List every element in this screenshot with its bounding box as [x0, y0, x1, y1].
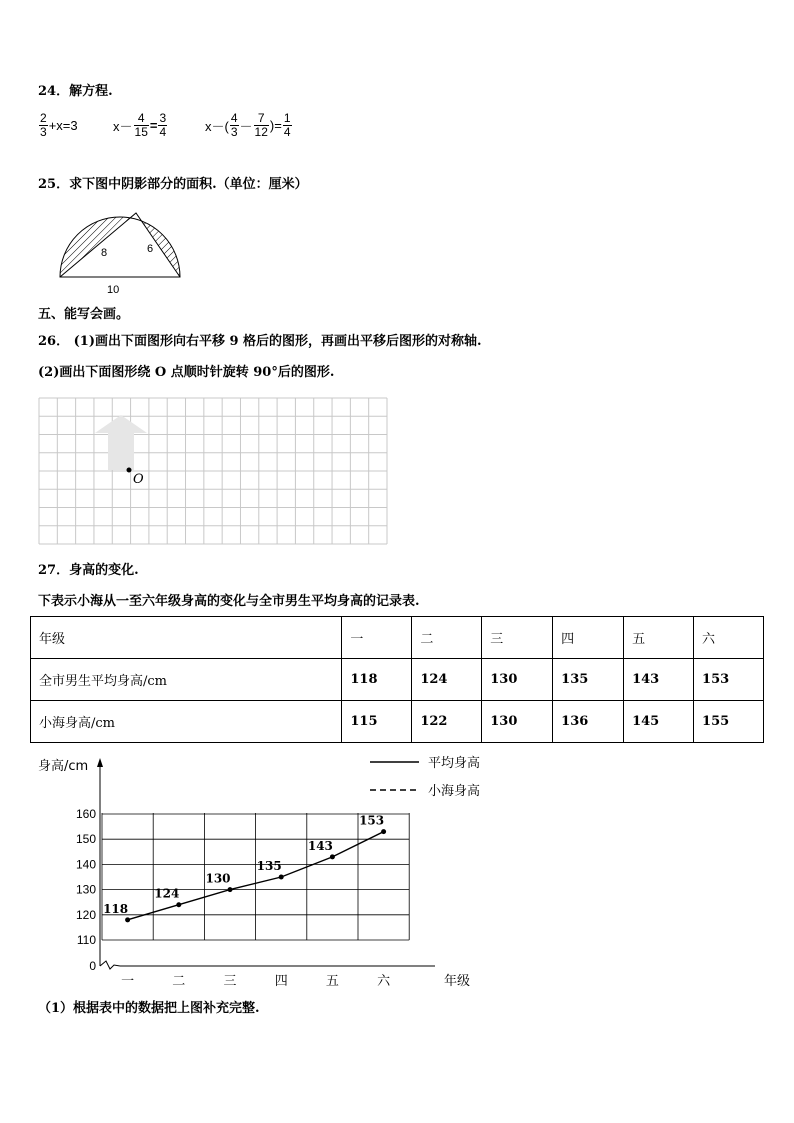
data-point [176, 902, 181, 907]
table-header-row [31, 617, 764, 659]
axis-break-mark [100, 961, 120, 969]
x-tick-label: 四 [274, 974, 288, 989]
table-row-label: 全市男生平均身高/cm [31, 659, 342, 701]
y-axis-label: 身高/cm [38, 759, 89, 774]
y-tick-label: 120 [75, 907, 96, 922]
table-header-cell: 六 [694, 617, 764, 659]
table-cell: 122 [412, 701, 482, 743]
q24-label: 24．解方程. [38, 84, 113, 99]
arrow-shape [95, 415, 147, 470]
x-tick-label: 三 [223, 974, 237, 989]
x-tick-label: 二 [172, 974, 186, 989]
table-cell: 143 [624, 659, 694, 701]
q26-line1: 26． (1)画出下面图形向右平移 9 格后的图形，再画出平移后图形的对称轴. [38, 334, 482, 349]
eq2-fraction-1 [134, 112, 149, 139]
legend-label: 平均身高 [428, 756, 481, 771]
data-label: 135 [256, 859, 282, 873]
eq3-num1: 4 [230, 111, 238, 125]
y-tick-label: 160 [75, 807, 96, 821]
eq2-den1: 15 [134, 125, 148, 139]
table-header-cell: 一 [342, 617, 412, 659]
table-header-cell: 三 [482, 617, 553, 659]
eq2-num2: 3 [159, 111, 167, 125]
eq3-op: － [239, 119, 253, 134]
q27-sub1: （1）根据表中的数据把上图补充完整. [38, 1001, 260, 1016]
eq3-close: )= [269, 118, 282, 133]
eq3-den3: 4 [283, 125, 291, 139]
eq1-fraction [39, 112, 48, 139]
data-point [279, 875, 284, 880]
data-point [330, 854, 335, 859]
y-tick-label: 130 [75, 882, 96, 897]
table-cell: 136 [553, 701, 624, 743]
data-point [381, 829, 386, 834]
semicircle-figure [50, 205, 190, 305]
data-label: 130 [205, 871, 231, 886]
table-cell: 115 [342, 701, 412, 743]
eq3-lead: x－( [205, 119, 229, 134]
y-tick-label: 140 [75, 857, 96, 872]
eq2-num1: 4 [134, 112, 149, 126]
q26-line2: (2)画出下面图形绕 O 点顺时针旋转 90°后的图形. [38, 365, 335, 380]
chart-grid [102, 813, 409, 940]
y-tick-label: 150 [75, 832, 96, 847]
data-label: 153 [359, 813, 385, 828]
table-row [31, 701, 764, 743]
eq3-fraction-2 [254, 112, 269, 139]
table-row [31, 659, 764, 701]
table-header-cell: 二 [412, 617, 482, 659]
chart-legend [370, 755, 480, 799]
table-cell: 155 [694, 701, 764, 743]
eq2-lead: x－ [113, 119, 133, 134]
height-table [30, 616, 764, 743]
x-tick-label: 六 [377, 974, 391, 989]
y-axis-arrow [97, 758, 103, 767]
section-5-heading: 五、能写会画。 [38, 307, 130, 322]
eq3-fraction-1 [230, 112, 239, 139]
table-cell: 145 [624, 701, 694, 743]
x-tick-label: 一 [121, 974, 135, 989]
equation-2 [113, 112, 168, 139]
equation-1 [38, 112, 78, 139]
chart-axes [38, 758, 470, 989]
eq3-den2: 12 [254, 125, 268, 139]
table-cell: 130 [482, 659, 553, 701]
table-header-cell: 年级 [31, 617, 342, 659]
data-label: 143 [307, 838, 333, 853]
table-cell: 135 [553, 659, 624, 701]
label-8: 8 [101, 247, 108, 259]
eq3-num3: 1 [283, 111, 291, 125]
point-o [127, 468, 132, 473]
eq2-fraction-2 [158, 112, 167, 139]
x-tick-label: 五 [325, 974, 339, 989]
eq3-den1: 3 [230, 125, 238, 139]
legend-label: 小海身高 [428, 784, 481, 799]
label-10: 10 [107, 284, 120, 296]
table-header-cell: 四 [553, 617, 624, 659]
chart-x-tick-labels [121, 974, 391, 989]
table-cell: 118 [342, 659, 412, 701]
eq3-num2: 7 [254, 112, 269, 126]
equation-3 [205, 112, 293, 139]
q25-label: 25．求下图中阴影部分的面积.（单位：厘米） [38, 177, 308, 192]
eq1-rest: +x=3 [48, 118, 78, 133]
grid-figure [38, 397, 388, 545]
eq1-num: 2 [40, 111, 47, 125]
eq2-den2: 4 [159, 125, 167, 139]
table-header-cell: 五 [624, 617, 694, 659]
x-axis-label: 年级 [444, 974, 471, 989]
data-label: 124 [154, 886, 180, 901]
eq1-den: 3 [40, 125, 47, 139]
table-cell: 124 [412, 659, 482, 701]
data-point [125, 917, 130, 922]
table-row-label: 小海身高/cm [31, 701, 342, 743]
table-cell: 130 [482, 701, 553, 743]
q27-intro: 下表示小海从一至六年级身高的变化与全市男生平均身高的记录表. [38, 594, 420, 609]
height-line-chart [30, 748, 510, 998]
data-label: 118 [103, 901, 129, 916]
y-tick-label: 110 [76, 933, 96, 947]
data-point [228, 887, 233, 892]
eq3-fraction-3 [283, 112, 292, 139]
grid-lines [39, 398, 387, 544]
y-tick-label: 0 [89, 959, 96, 973]
label-6: 6 [147, 243, 154, 255]
q27-label: 27．身高的变化. [38, 563, 139, 578]
table-cell: 153 [694, 659, 764, 701]
point-o-label: O [133, 472, 144, 487]
chart-y-tick-labels [76, 807, 96, 973]
eq2-op: = [149, 118, 158, 133]
chart-series [103, 814, 386, 923]
